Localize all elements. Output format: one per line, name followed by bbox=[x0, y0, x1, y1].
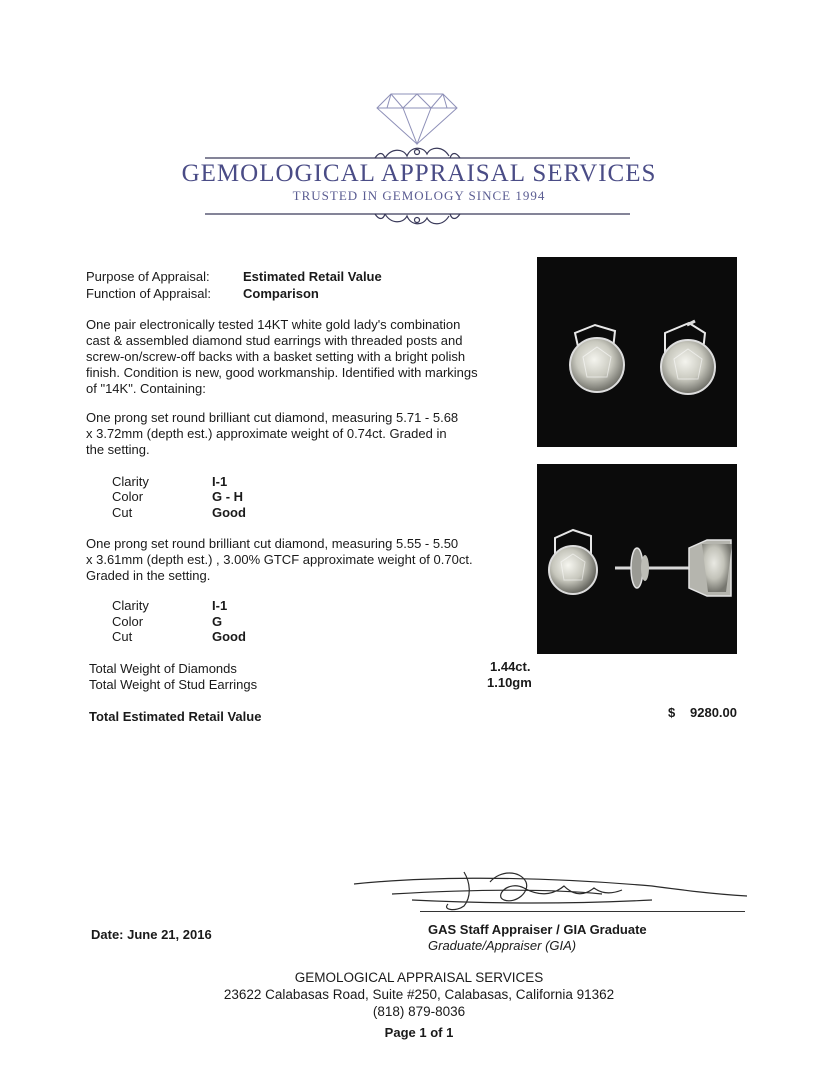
earrings-front-image bbox=[537, 257, 737, 447]
diamond1-cut-label: Cut bbox=[112, 505, 133, 520]
total-earrings-label: Total Weight of Stud Earrings bbox=[89, 677, 258, 692]
appraiser-subtitle: Graduate/Appraiser (GIA) bbox=[428, 938, 577, 953]
purpose-label: Purpose of Appraisal: bbox=[86, 269, 210, 284]
retail-value: 9280.00 bbox=[690, 705, 737, 720]
total-earrings-value: 1.10gm bbox=[487, 675, 532, 690]
description-line: One pair electronically tested 14KT white gold lady's combination bbox=[86, 317, 461, 332]
earrings-side-image bbox=[537, 464, 737, 654]
page-number: Page 1 of 1 bbox=[384, 1025, 454, 1040]
appraisal-date: Date: June 21, 2016 bbox=[91, 927, 212, 942]
description-line: of "14K". Containing: bbox=[86, 381, 206, 396]
diamond2-cut-label: Cut bbox=[112, 629, 133, 644]
description-line: cast & assembled diamond stud earrings with threaded posts and bbox=[86, 333, 463, 348]
diamond1-cut-value: Good bbox=[212, 505, 246, 520]
earrings-side-photo bbox=[537, 464, 737, 654]
footer-address: 23622 Calabasas Road, Suite #250, Calabasas, California 91362 bbox=[223, 987, 615, 1002]
function-label: Function of Appraisal: bbox=[86, 286, 212, 301]
diamond2-cut-value: Good bbox=[212, 629, 246, 644]
company-tagline: TRUSTED IN GEMOLOGY SINCE 1994 bbox=[292, 188, 546, 203]
diamond1-clarity-label: Clarity bbox=[112, 474, 149, 489]
diamond2-color-value: G bbox=[212, 614, 223, 629]
footer-phone: (818) 879-8036 bbox=[372, 1004, 466, 1019]
currency-symbol: $ bbox=[668, 705, 676, 720]
diamond2-color-label: Color bbox=[112, 614, 144, 629]
item-description bbox=[86, 317, 506, 397]
description-line: screw-on/screw-off backs with a basket setting with a bright polish bbox=[86, 349, 466, 364]
diamond1-color-value: G - H bbox=[212, 489, 244, 504]
function-value: Comparison bbox=[243, 286, 319, 301]
purpose-value: Estimated Retail Value bbox=[243, 269, 382, 284]
diamond2-clarity-label: Clarity bbox=[112, 598, 149, 613]
footer-company: GEMOLOGICAL APPRAISAL SERVICES bbox=[294, 970, 544, 985]
ornament-bottom-icon bbox=[205, 200, 630, 226]
diamond2-line: x 3.61mm (depth est.) , 3.00% GTCF approximate weight of 0.70ct. bbox=[86, 552, 473, 567]
diamond2-description bbox=[86, 536, 506, 584]
diamond1-description bbox=[86, 410, 506, 458]
diamond1-line: x 3.72mm (depth est.) approximate weight of 0.74ct. Graded in bbox=[86, 426, 447, 441]
description-line: finish. Condition is new, good workmanship. Identified with markings bbox=[86, 365, 478, 380]
diamond1-line: One prong set round brilliant cut diamond, measuring 5.71 - 5.68 bbox=[86, 410, 459, 425]
diamond1-clarity-value: I-1 bbox=[212, 474, 228, 489]
diamond2-line: One prong set round brilliant cut diamond, measuring 5.55 - 5.50 bbox=[86, 536, 459, 551]
diamond2-line: Graded in the setting. bbox=[86, 568, 211, 583]
appraiser-title: GAS Staff Appraiser / GIA Graduate bbox=[428, 922, 647, 937]
retail-value-label: Total Estimated Retail Value bbox=[89, 709, 262, 724]
total-diamonds-value: 1.44ct. bbox=[490, 659, 531, 674]
earrings-front-photo bbox=[537, 257, 737, 447]
diamond1-color-label: Color bbox=[112, 489, 144, 504]
diamond2-clarity-value: I-1 bbox=[212, 598, 228, 613]
signature-line bbox=[420, 911, 745, 912]
diamond-logo-icon bbox=[375, 92, 459, 146]
company-title: GEMOLOGICAL APPRAISAL SERVICES bbox=[181, 160, 657, 187]
signature-icon bbox=[352, 864, 752, 916]
diamond1-line: the setting. bbox=[86, 442, 150, 457]
total-diamonds-label: Total Weight of Diamonds bbox=[89, 661, 237, 676]
